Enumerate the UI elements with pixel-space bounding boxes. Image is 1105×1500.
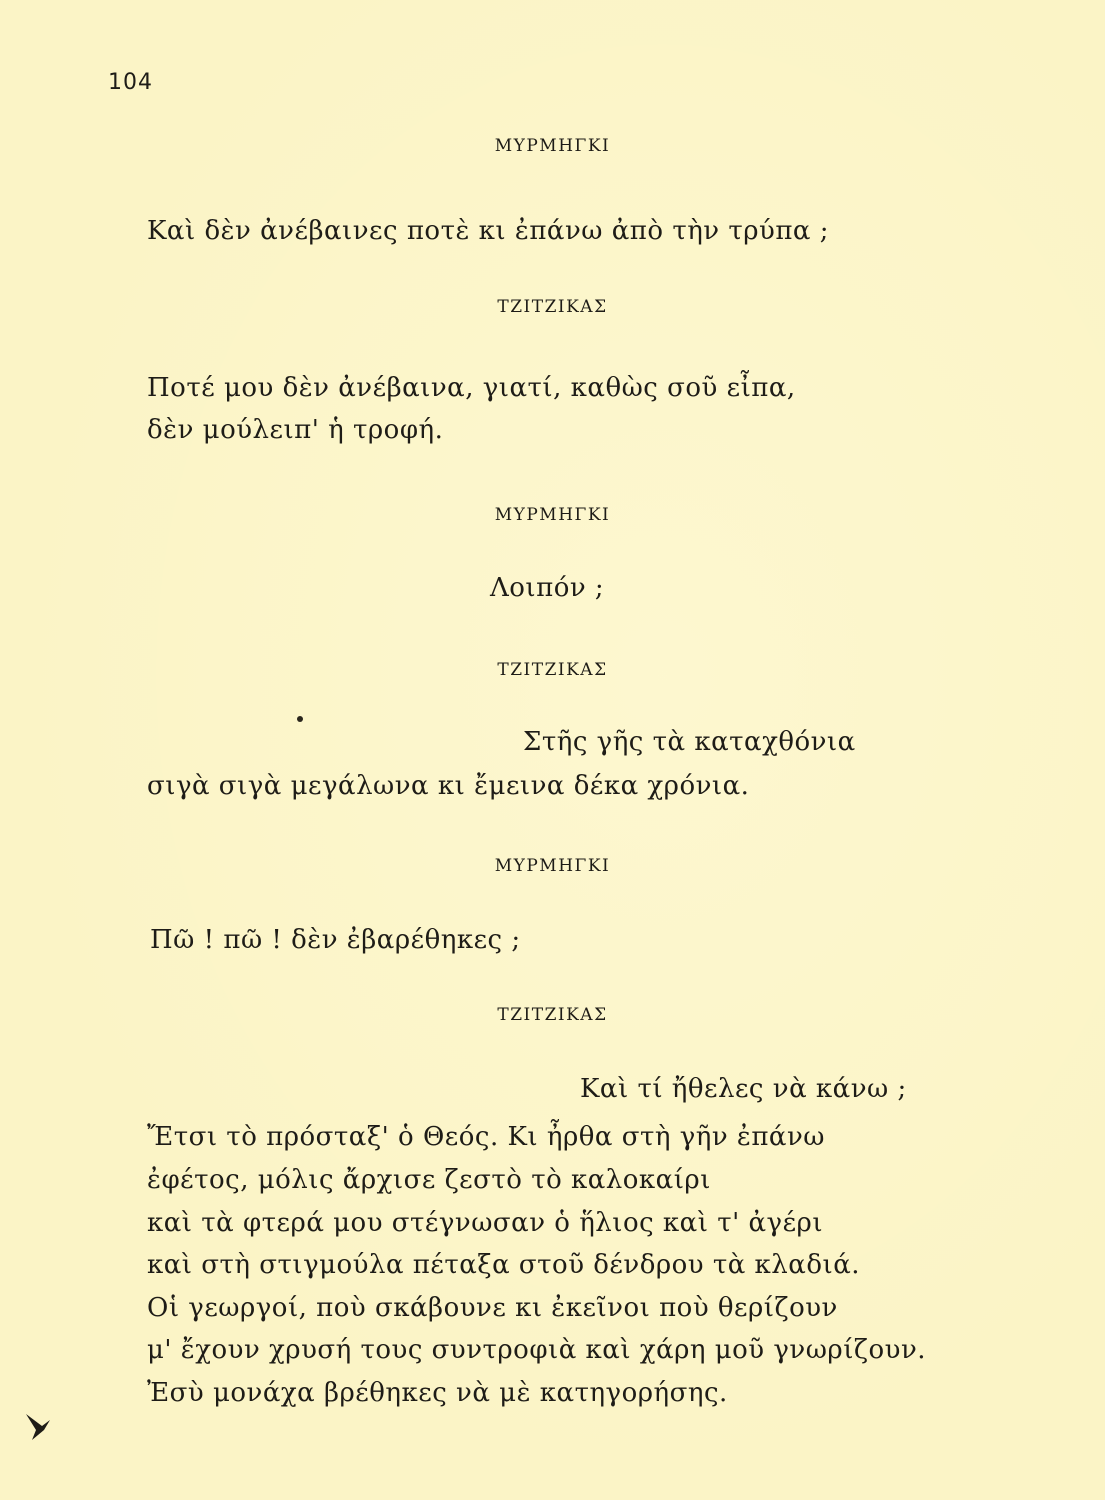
- margin-bird-mark-icon: [24, 1410, 52, 1444]
- verse-line: Ἐσὺ μονάχα βρέθηκες νὰ μὲ κατηγορήσης.: [147, 1378, 728, 1408]
- speaker-name: ΜΥΡΜΗΓΚΙ: [494, 505, 611, 525]
- verse-line: Οἱ γεωργοί, ποὺ σκάβουνε κι ἐκεῖνοι ποὺ θερίζουν: [147, 1293, 838, 1323]
- verse-line: ἐφέτος, μόλις ἄρχισε ζεστὸ τὸ καλοκαίρι: [147, 1165, 711, 1195]
- verse-line: Λοιπόν ;: [490, 573, 605, 603]
- verse-line: δὲν μούλειπ' ἡ τροφή.: [147, 415, 444, 445]
- verse-line: Καὶ δὲν ἀνέβαινες ποτὲ κι ἐπάνω ἀπὸ τὴν τρύπα ;: [147, 216, 829, 246]
- ink-speck: [297, 716, 303, 722]
- speaker-name: ΤΖΙΤΖΙΚΑΣ: [497, 297, 608, 317]
- verse-line: Καὶ τί ἤθελες νὰ κάνω ;: [580, 1074, 907, 1104]
- verse-line: Στῆς γῆς τὰ καταχθόνια: [523, 727, 856, 757]
- verse-line: σιγὰ σιγὰ μεγάλωνα κι ἔμεινα δέκα χρόνια.: [147, 771, 750, 801]
- speaker-name: ΜΥΡΜΗΓΚΙ: [494, 136, 611, 156]
- verse-line: μ' ἔχουν χρυσή τους συντροφιὰ καὶ χάρη μοῦ γνωρίζουν.: [147, 1335, 927, 1365]
- verse-line: Ἔτσι τὸ πρόσταξ' ὁ Θεός. Κι ἦρθα στὴ γῆν ἐπάνω: [147, 1122, 825, 1152]
- verse-line: Πῶ ! πῶ ! δὲν ἐβαρέθηκες ;: [150, 925, 521, 955]
- speaker-name: ΤΖΙΤΖΙΚΑΣ: [497, 1005, 608, 1025]
- speaker-name: ΜΥΡΜΗΓΚΙ: [494, 856, 611, 876]
- verse-line: καὶ τὰ φτερά μου στέγνωσαν ὁ ἥλιος καὶ τ' ἀγέρι: [147, 1208, 824, 1238]
- speaker-name: ΤΖΙΤΖΙΚΑΣ: [497, 660, 608, 680]
- page-number: 104: [108, 70, 153, 95]
- verse-line: Ποτέ μου δὲν ἀνέβαινα, γιατί, καθὼς σοῦ εἶπα,: [147, 373, 796, 403]
- verse-line: καὶ στὴ στιγμούλα πέταξα στοῦ δένδρου τὰ κλαδιά.: [147, 1250, 861, 1280]
